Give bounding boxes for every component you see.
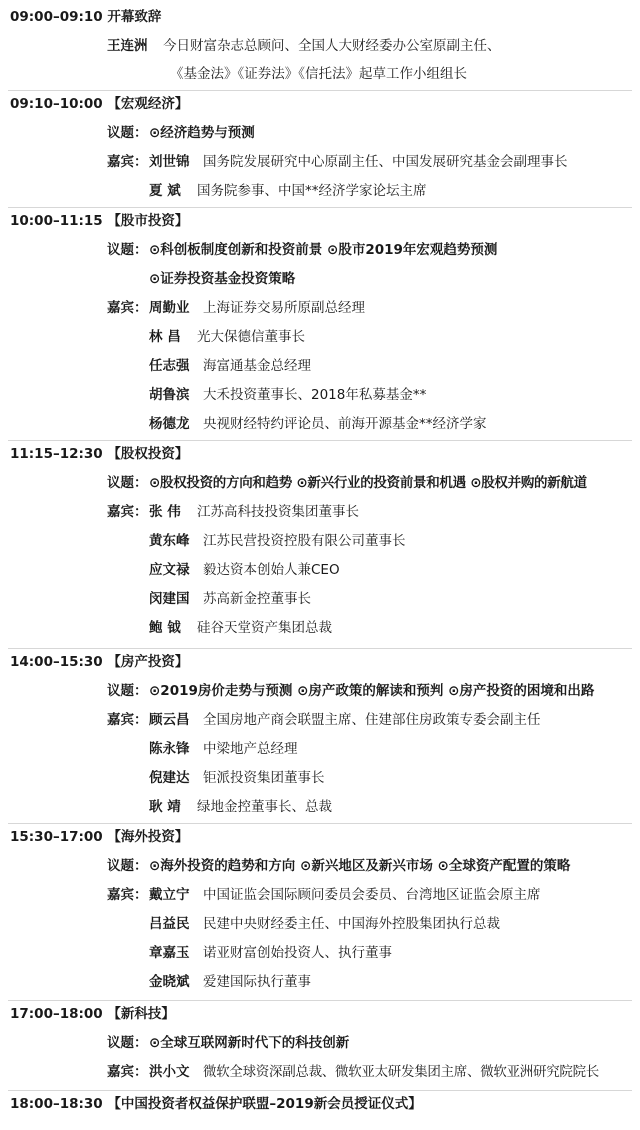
session-time-title: 09:10–10:00 【宏观经济】 (10, 96, 189, 112)
guest-role: 海富通基金总经理 (203, 358, 311, 374)
topics-line: ⊙2019房价走势与预测 ⊙房产政策的解读和预判 ⊙房产投资的困境和出路 (149, 683, 595, 699)
session-time-title: 18:00–18:30 【中国投资者权益保护联盟–2019新会员授证仪式】 (10, 1096, 422, 1112)
guest-name: 顾云昌 (149, 712, 190, 728)
guest-name: 刘世锦 (149, 154, 190, 170)
guest-role: 上海证券交易所原副总经理 (203, 300, 365, 316)
topics-line: ⊙科创板制度创新和投资前景 ⊙股市2019年宏观趋势预测 (149, 242, 498, 258)
guest-name: 胡鲁滨 (149, 387, 190, 403)
section-divider (8, 1000, 632, 1001)
guest-role: 钜派投资集团董事长 (203, 770, 325, 786)
guest-role: 民建中央财经委主任、中国海外控股集团执行总裁 (203, 916, 500, 932)
guest-name: 林 昌 (149, 329, 181, 345)
session-time-title: 14:00–15:30 【房产投资】 (10, 654, 189, 670)
guest-name: 倪建达 (149, 770, 190, 786)
guest-name: 金晓斌 (149, 974, 190, 990)
guest-name: 张 伟 (149, 504, 181, 520)
guest-role: 中国证监会国际顾问委员会委员、台湾地区证监会原主席 (203, 887, 541, 903)
guest-name: 吕益民 (149, 916, 190, 932)
guest-name: 黄东峰 (149, 533, 190, 549)
section-divider (8, 648, 632, 649)
guest-name: 洪小文 (149, 1064, 190, 1080)
topics-line: ⊙股权投资的方向和趋势 ⊙新兴行业的投资前景和机遇 ⊙股权并购的新航道 (149, 475, 587, 491)
guest-label: 嘉宾： (107, 712, 148, 728)
speaker-name: 王连洲 (107, 38, 148, 54)
section-divider (8, 207, 632, 208)
guest-name: 任志强 (149, 358, 190, 374)
guest-role: 硅谷天堂资产集团总裁 (197, 620, 332, 636)
guest-label: 嘉宾： (107, 154, 148, 170)
topics-line-continued: ⊙证券投资基金投资策略 (149, 271, 296, 287)
guest-name: 鲍 钺 (149, 620, 181, 636)
guest-name: 耿 靖 (149, 799, 181, 815)
guest-role: 诺亚财富创始投资人、执行董事 (203, 945, 392, 961)
guest-label: 嘉宾： (107, 1064, 148, 1080)
speaker-role: 今日财富杂志总顾问、全国人大财经委办公室原副主任、 (163, 38, 501, 54)
section-divider (8, 823, 632, 824)
topic-label: 议题： (107, 242, 148, 258)
guest-name: 闵建国 (149, 591, 190, 607)
guest-role: 江苏民营投资控股有限公司董事长 (203, 533, 406, 549)
guest-name: 应文禄 (149, 562, 190, 578)
guest-name: 戴立宁 (149, 887, 190, 903)
guest-label: 嘉宾： (107, 300, 148, 316)
guest-name: 夏 斌 (149, 183, 181, 199)
guest-label: 嘉宾： (107, 504, 148, 520)
session-time-title: 15:30–17:00 【海外投资】 (10, 829, 189, 845)
guest-label: 嘉宾： (107, 887, 148, 903)
guest-name: 陈永锋 (149, 741, 190, 757)
session-time-title: 17:00–18:00 【新科技】 (10, 1006, 175, 1022)
guest-role: 苏高新金控董事长 (203, 591, 311, 607)
guest-role: 绿地金控董事长、总裁 (197, 799, 332, 815)
guest-role: 央视财经特约评论员、前海开源基金**经济学家 (203, 416, 487, 432)
topic-label: 议题： (107, 683, 148, 699)
guest-name: 周勤业 (149, 300, 190, 316)
guest-role: 国务院发展研究中心原副主任、中国发展研究基金会副理事长 (203, 154, 568, 170)
topics-line: ⊙全球互联网新时代下的科技创新 (149, 1035, 350, 1051)
guest-role: 大禾投资董事长、2018年私募基金** (203, 387, 427, 403)
guest-role: 中梁地产总经理 (203, 741, 298, 757)
topics-line: ⊙经济趋势与预测 (149, 125, 255, 141)
topics-line: ⊙海外投资的趋势和方向 ⊙新兴地区及新兴市场 ⊙全球资产配置的策略 (149, 858, 571, 874)
guest-role: 爱建国际执行董事 (203, 974, 311, 990)
section-divider (8, 1090, 632, 1091)
guest-name: 章嘉玉 (149, 945, 190, 961)
section-divider (8, 440, 632, 441)
session-time-title: 10:00–11:15 【股市投资】 (10, 213, 189, 229)
topic-label: 议题： (107, 475, 148, 491)
topic-label: 议题： (107, 858, 148, 874)
guest-name: 杨德龙 (149, 416, 190, 432)
topic-label: 议题： (107, 1035, 148, 1051)
guest-role: 全国房地产商会联盟主席、住建部住房政策专委会副主任 (203, 712, 541, 728)
guest-role: 毅达资本创始人兼CEO (203, 562, 340, 578)
session-time-title: 09:00–09:10 开幕致辞 (10, 9, 162, 25)
session-time-title: 11:15–12:30 【股权投资】 (10, 446, 189, 462)
guest-role: 国务院参事、中国**经济学家论坛主席 (197, 183, 427, 199)
guest-role: 微软全球资深副总裁、微软亚太研发集团主席、微软亚洲研究院院长 (203, 1064, 599, 1080)
guest-role: 光大保德信董事长 (197, 329, 305, 345)
topic-label: 议题： (107, 125, 148, 141)
section-divider (8, 90, 632, 91)
speaker-role-continued: 《基金法》《证券法》《信托法》起草工作小组组长 (170, 66, 467, 82)
guest-role: 江苏高科技投资集团董事长 (197, 504, 359, 520)
